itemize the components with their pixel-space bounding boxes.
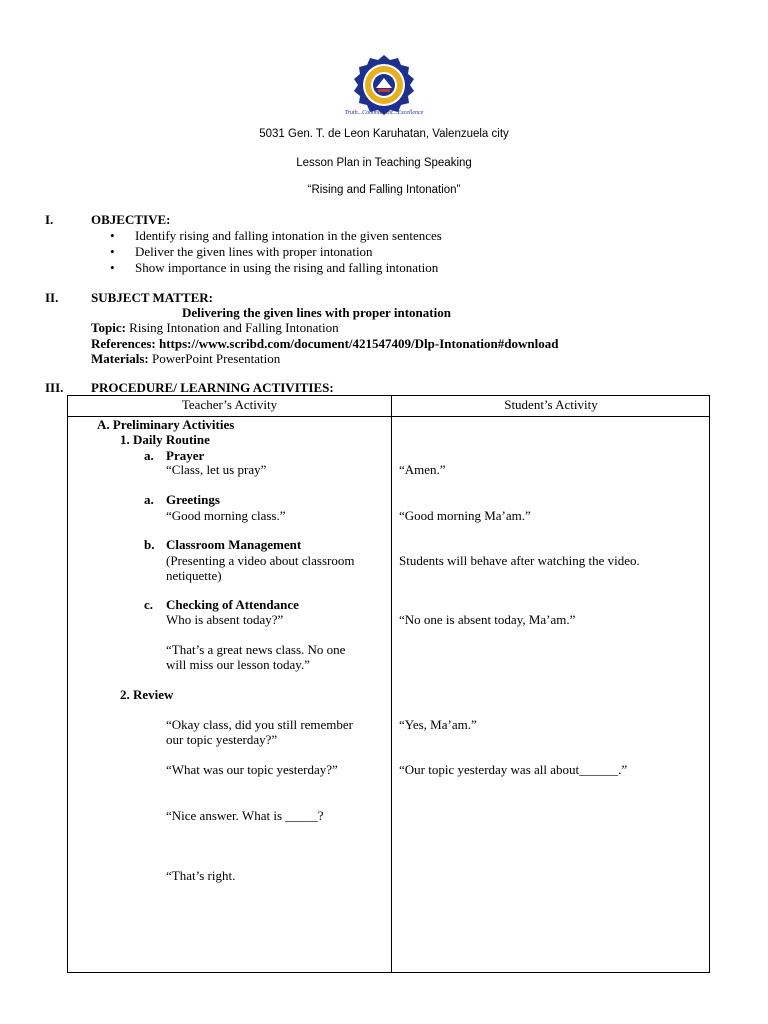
- subject-heading: SUBJECT MATTER:: [91, 290, 213, 305]
- greetings-heading: Greetings: [166, 492, 220, 507]
- student-response: “Amen.”: [399, 462, 446, 477]
- plan-title: Lesson Plan in Teaching Speaking: [296, 157, 472, 169]
- logo-motto: Truth...Commitment...Excellence: [344, 110, 424, 116]
- topic-value: Rising Intonation and Falling Intonation: [125, 320, 339, 335]
- prayer-letter: a.: [144, 448, 154, 463]
- topic-line: [91, 320, 339, 336]
- topic-label: Topic:: [91, 320, 126, 335]
- preliminary-activities: A. Preliminary Activities: [97, 417, 235, 432]
- greetings-letter: a.: [144, 492, 154, 507]
- references-value: https://www.scribd.com/document/421547409/Dlp-Intonation#download: [155, 336, 559, 351]
- procedure-number: III.: [45, 380, 64, 395]
- school-address: 5031 Gen. T. de Leon Karuhatan, Valenzuela city: [259, 128, 509, 140]
- student-response: “Our topic yesterday was all about______.”: [399, 762, 628, 777]
- attendance-letter: c.: [144, 597, 154, 612]
- materials-value: PowerPoint Presentation: [148, 351, 281, 366]
- prayer-heading: Prayer: [166, 448, 205, 463]
- activities-table: [67, 395, 710, 973]
- attendance-heading: Checking of Attendance: [166, 597, 299, 612]
- review-question: “That’s right.: [166, 868, 236, 883]
- teacher-column-header: Teacher’s Activity: [181, 397, 278, 412]
- review-heading: 2. Review: [120, 687, 174, 702]
- objective-number: I.: [45, 212, 54, 227]
- materials-line: [91, 351, 280, 367]
- daily-routine: 1. Daily Routine: [120, 432, 210, 447]
- subject-subtitle: Delivering the given lines with proper intonation: [182, 305, 451, 320]
- management-heading: Classroom Management: [166, 537, 302, 552]
- objective-item: • Show importance in using the rising and falling intonation: [135, 260, 438, 276]
- references-line: [91, 336, 558, 352]
- procedure-heading: PROCEDURE/ LEARNING ACTIVITIES:: [91, 380, 334, 395]
- greetings-line: “Good morning class.”: [166, 508, 286, 523]
- news-line: will miss our lesson today.”: [166, 657, 310, 672]
- objective-heading: OBJECTIVE:: [91, 212, 171, 227]
- prayer-line: “Class, let us pray”: [166, 462, 267, 477]
- review-question: “Nice answer. What is _____?: [166, 808, 324, 823]
- student-response: “Yes, Ma’am.”: [399, 717, 477, 732]
- review-question: “What was our topic yesterday?”: [166, 762, 338, 777]
- objective-item: • Identify rising and falling intonation in the given sentences: [135, 228, 442, 244]
- attendance-line: Who is absent today?”: [166, 612, 284, 627]
- column-divider: [391, 396, 392, 972]
- student-column-header: Student’s Activity: [504, 397, 598, 412]
- review-question: our topic yesterday?”: [166, 732, 278, 747]
- management-letter: b.: [144, 537, 155, 552]
- student-response: “Good morning Ma’am.”: [399, 508, 531, 523]
- student-response: Students will behave after watching the video.: [399, 553, 640, 568]
- review-question: “Okay class, did you still remember: [166, 717, 354, 732]
- references-label: References:: [91, 336, 156, 351]
- subject-number: II.: [45, 290, 59, 305]
- news-line: “That’s a great news class. No one: [166, 642, 346, 657]
- topic-title: “Rising and Falling Intonation”: [307, 184, 461, 196]
- management-line: netiquette): [166, 568, 222, 583]
- management-line: (Presenting a video about classroom: [166, 553, 355, 568]
- materials-label: Materials:: [91, 351, 149, 366]
- objective-item: • Deliver the given lines with proper intonation: [135, 244, 373, 260]
- student-response: “No one is absent today, Ma’am.”: [399, 612, 576, 627]
